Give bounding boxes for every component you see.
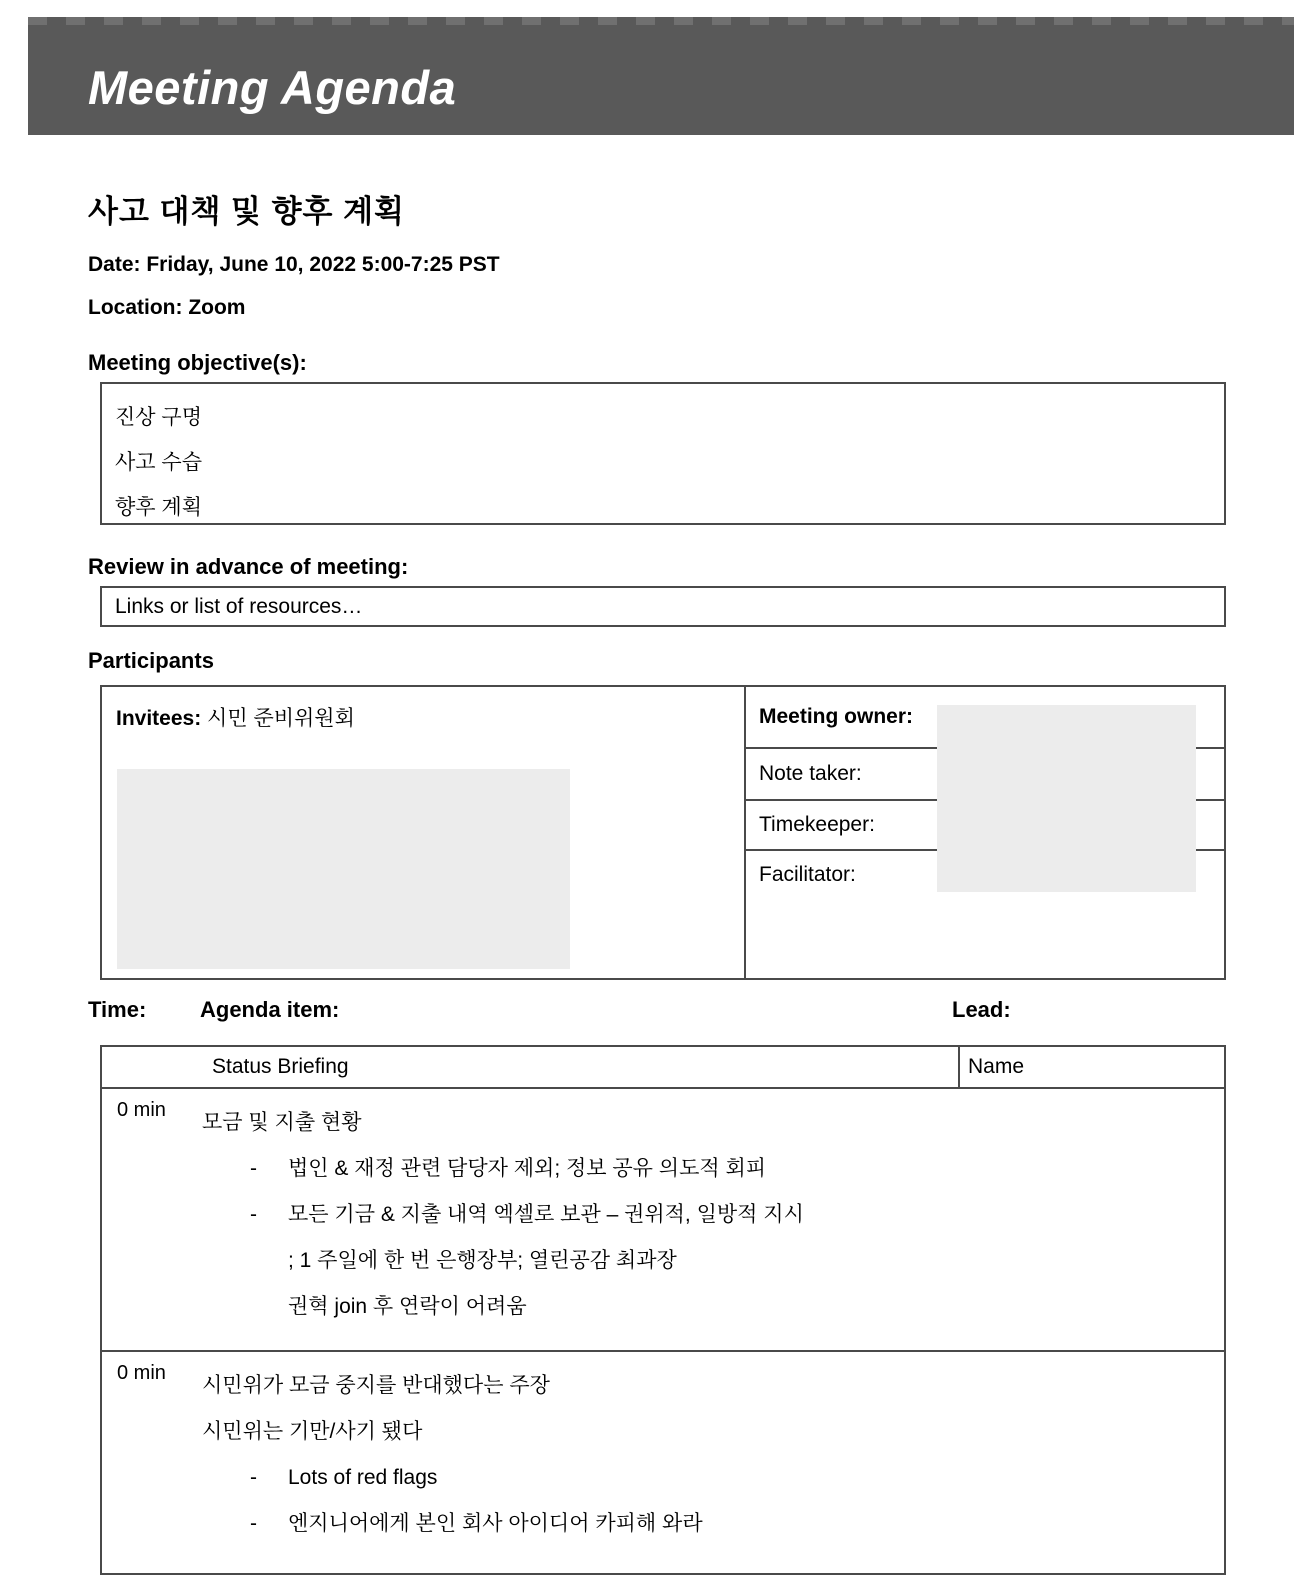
- agenda-line-text: 권혁 join 후 연락이 어려움: [288, 1295, 527, 1318]
- review-placeholder: Links or list of resources…: [115, 594, 363, 618]
- bullet-dash: -: [250, 1157, 257, 1180]
- redaction-box: [117, 769, 570, 969]
- agenda-line-text: 시민위는 기만/사기 됐다: [202, 1420, 423, 1443]
- agenda-bullet-line: [202, 1455, 1224, 1501]
- agenda-item-content: [202, 1089, 1224, 1330]
- agenda-line: [202, 1409, 1224, 1455]
- agenda-item-column-heading: Agenda item:: [200, 997, 340, 1022]
- agenda-item-content: [202, 1352, 1224, 1547]
- objective-item: 사고 수습: [115, 451, 202, 474]
- agenda-line-text: ; 1 주일에 한 번 은행장부; 열린공감 최과장: [288, 1249, 677, 1272]
- location-line: Location: Zoom: [88, 296, 246, 319]
- agenda-header-row: [102, 1047, 1224, 1089]
- bullet-dash: -: [250, 1512, 257, 1535]
- agenda-bullet-line: [202, 1146, 1224, 1192]
- role-label: Timekeeper:: [759, 813, 875, 836]
- participants-table: [100, 685, 1226, 980]
- invitees-line: [116, 702, 744, 732]
- objectives-box: [100, 382, 1226, 525]
- agenda-header-lead-cell: [958, 1047, 1224, 1087]
- bullet-dash: -: [250, 1466, 257, 1489]
- agenda-line: [202, 1363, 1224, 1409]
- agenda-line-text: 모든 기금 & 지출 내역 엑셀로 보관 – 권위적, 일방적 지시: [288, 1203, 804, 1226]
- objective-item: 향후 계획: [115, 496, 202, 519]
- date-line: Date: Friday, June 10, 2022 5:00-7:25 PST: [88, 253, 500, 276]
- invitees-cell: [102, 687, 746, 978]
- agenda-bullet-line: [202, 1501, 1224, 1547]
- agenda-row: [102, 1352, 1224, 1573]
- lead-column-heading: Lead:: [952, 997, 1011, 1022]
- agenda-row: [102, 1089, 1224, 1352]
- redaction-box: [937, 705, 1196, 892]
- role-label: Facilitator:: [759, 863, 856, 886]
- agenda-line-text: 모금 및 지출 현황: [202, 1111, 362, 1134]
- agenda-time: 0 min: [117, 1099, 166, 1121]
- banner-checker-strip: [28, 17, 1294, 25]
- agenda-header-item: Status Briefing: [212, 1055, 349, 1078]
- review-heading: Review in advance of meeting:: [88, 554, 409, 579]
- agenda-table: [100, 1045, 1226, 1575]
- role-label: Meeting owner:: [759, 705, 914, 728]
- agenda-line: [202, 1100, 1224, 1146]
- review-box: [100, 586, 1226, 627]
- banner: [28, 25, 1294, 135]
- invitees-value: 시민 준비위원회: [201, 707, 355, 730]
- role-label: Note taker:: [759, 762, 862, 785]
- agenda-continuation-line: [202, 1284, 1224, 1330]
- objectives-heading: Meeting objective(s):: [88, 350, 307, 375]
- time-column-heading: Time:: [88, 997, 147, 1022]
- agenda-continuation-line: [202, 1238, 1224, 1284]
- bullet-dash: -: [250, 1203, 257, 1226]
- agenda-line-text: Lots of red flags: [288, 1466, 438, 1489]
- agenda-line-text: 법인 & 재정 관련 담당자 제외; 정보 공유 의도적 회피: [288, 1157, 767, 1180]
- agenda-line-text: 엔지니어에게 본인 회사 아이디어 카피해 와라: [288, 1512, 703, 1535]
- objective-item: 진상 구명: [115, 406, 202, 429]
- participants-heading: Participants: [88, 648, 214, 673]
- invitees-label: Invitees:: [116, 707, 202, 730]
- agenda-line-text: 시민위가 모금 중지를 반대했다는 주장: [202, 1374, 550, 1397]
- agenda-time: 0 min: [117, 1362, 166, 1384]
- agenda-bullet-line: [202, 1192, 1224, 1238]
- agenda-column-headings: [0, 997, 1308, 1027]
- roles-cell: [746, 687, 1224, 978]
- agenda-header-lead: Name: [968, 1055, 1025, 1078]
- banner-title: Meeting Agenda: [88, 60, 457, 114]
- document-title: 사고 대책 및 향후 계획: [88, 194, 405, 229]
